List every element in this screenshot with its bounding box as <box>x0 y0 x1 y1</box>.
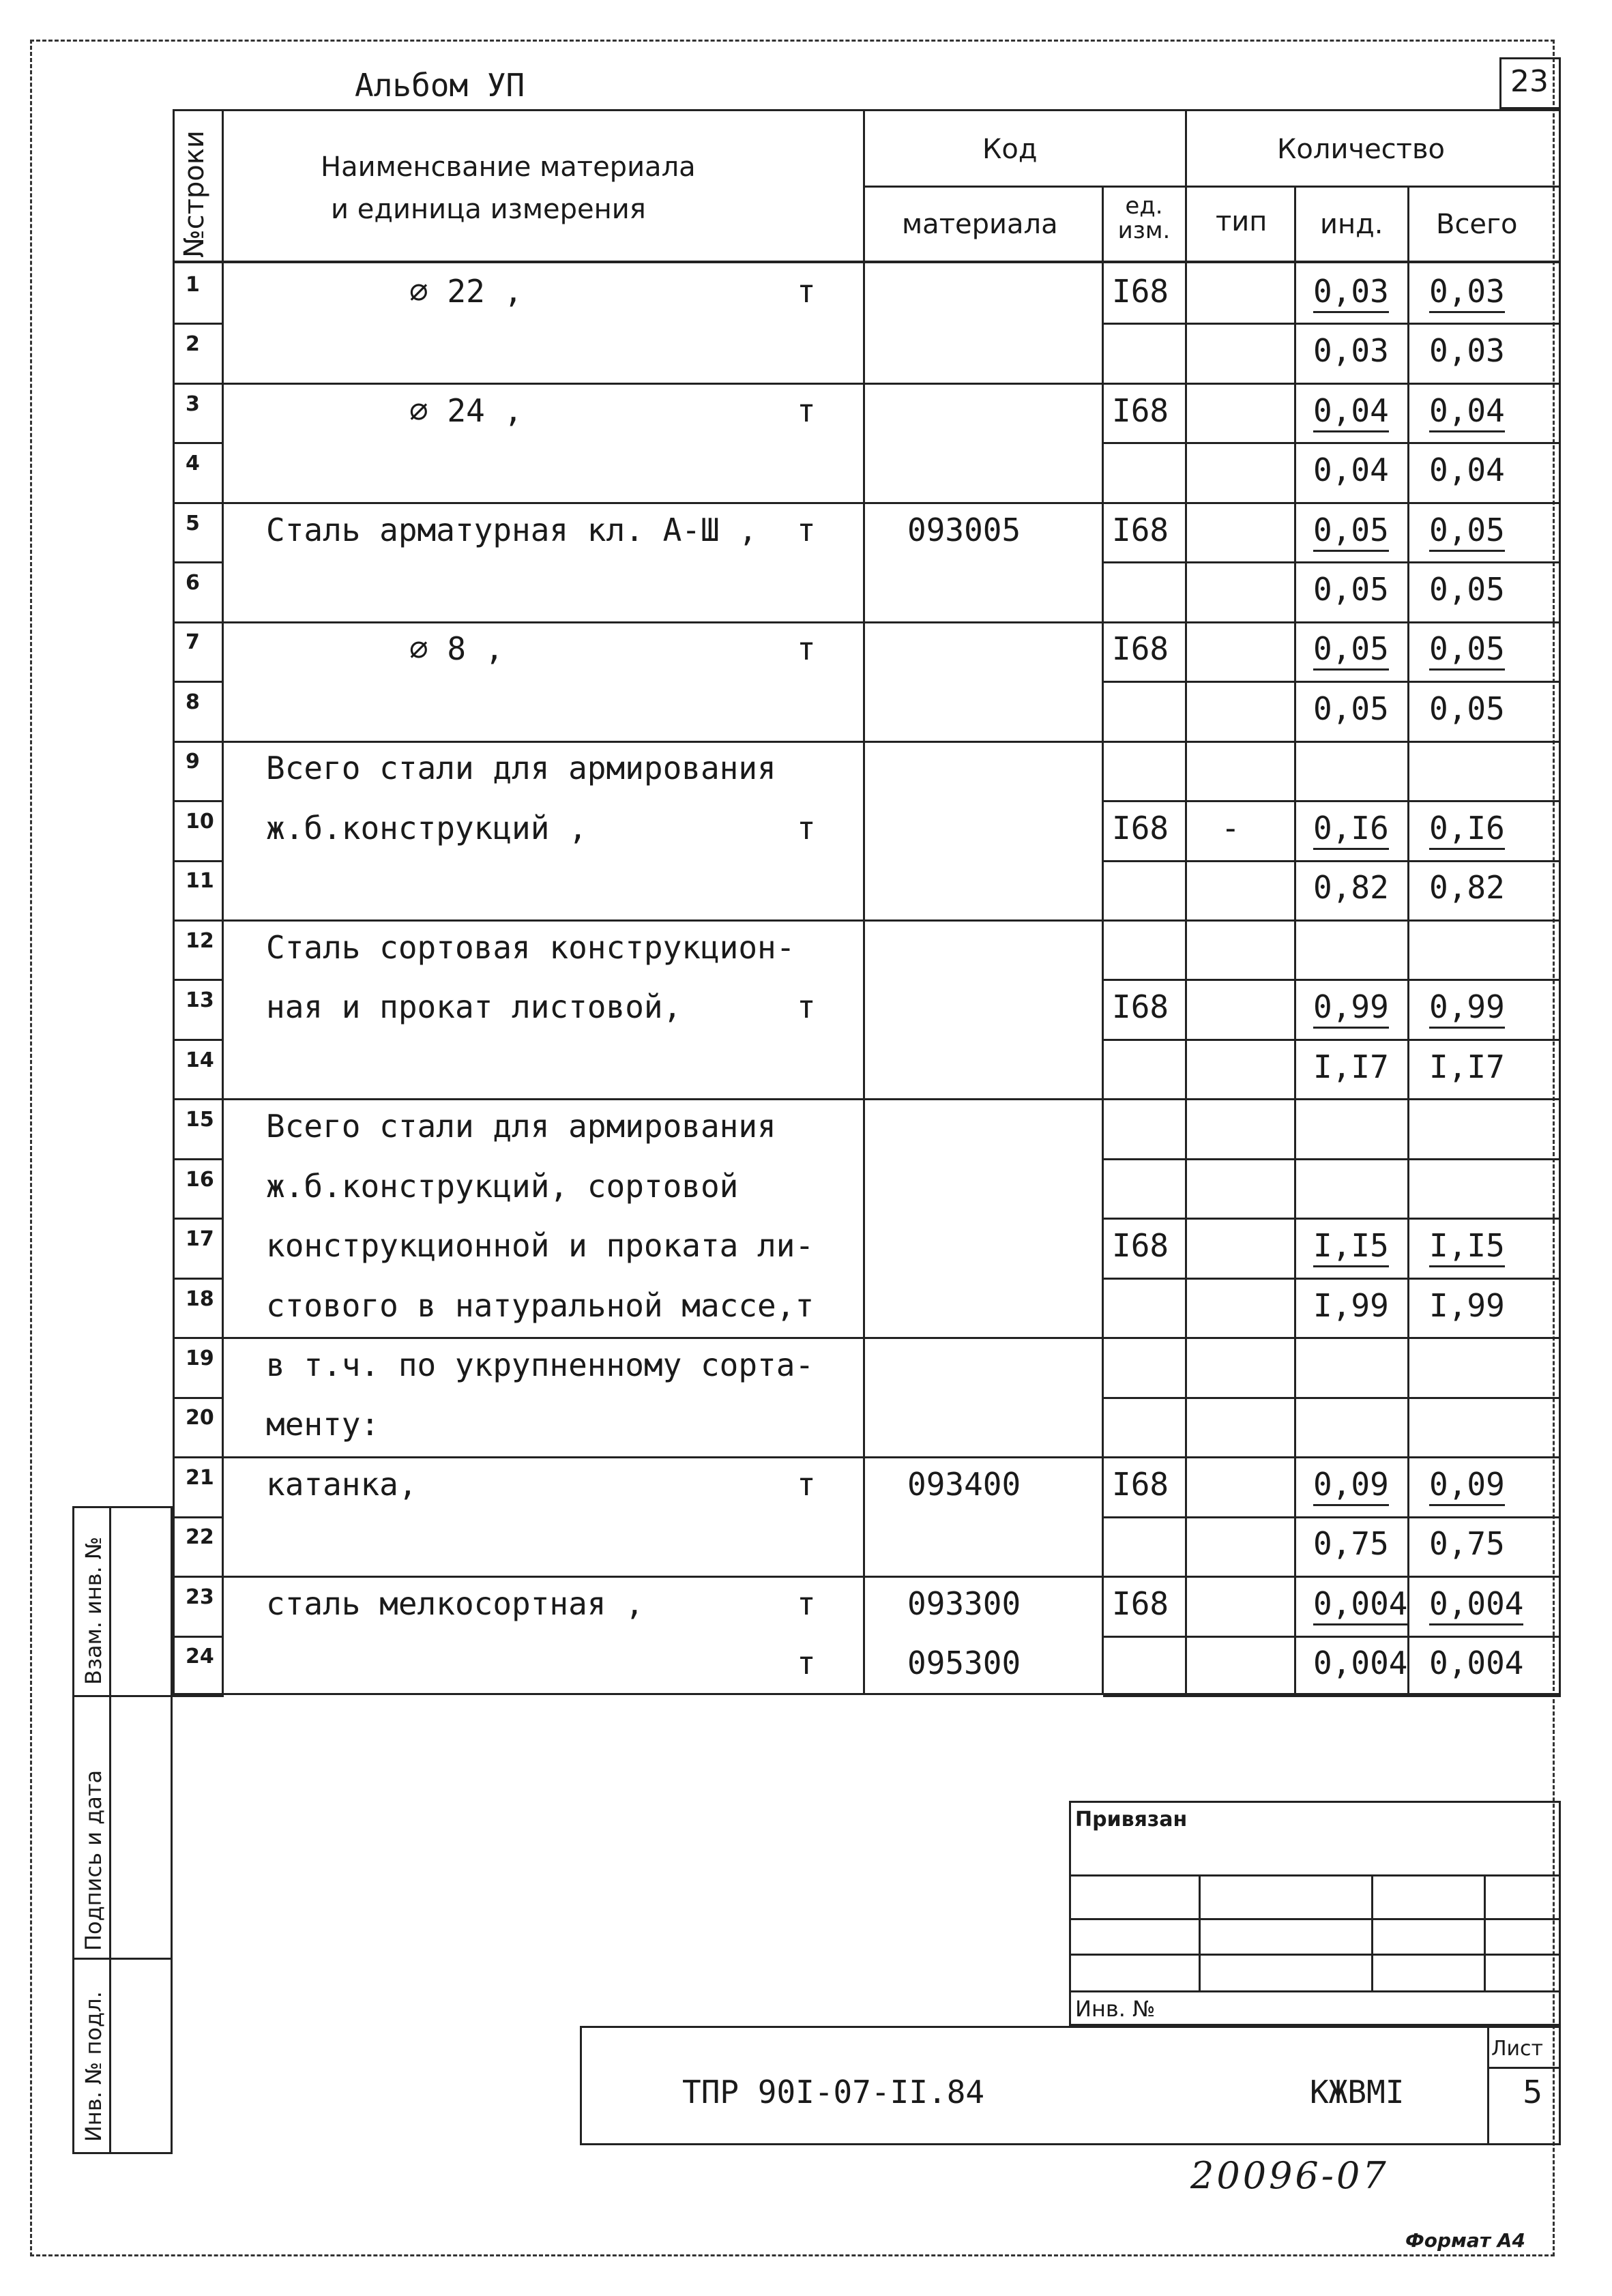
stamp-sheet-col <box>1487 2026 1489 2145</box>
row-separator <box>173 621 1561 623</box>
stamp-doc-code: ТПР 90I-07-II.84 <box>682 2074 985 2110</box>
rowno-separator <box>173 1516 224 1518</box>
material-name: ж.б.конструкций, сортовой <box>266 1168 739 1205</box>
stamp-col-c <box>1484 1874 1486 1990</box>
unit-code: I68 <box>1112 630 1169 667</box>
unit-code: I68 <box>1112 988 1169 1025</box>
stamp-line-d <box>1069 1990 1561 1992</box>
qty-total: 0,03 <box>1429 273 1505 313</box>
rowno-separator <box>173 1397 224 1399</box>
qty-total: 0,04 <box>1429 452 1505 488</box>
row-separator <box>173 1337 1561 1339</box>
qty-total: 0,I6 <box>1429 810 1505 850</box>
row-separator <box>1103 1397 1561 1399</box>
material-unit: т <box>797 1466 816 1503</box>
unit-code: I68 <box>1112 810 1169 847</box>
header-qty-type: тип <box>1216 206 1267 237</box>
material-name: Всего стали для армирования <box>266 1108 776 1145</box>
material-name: катанка, <box>266 1466 417 1503</box>
material-unit: т <box>797 810 816 847</box>
row-separator <box>1103 1695 1561 1697</box>
qty-total: 0,05 <box>1429 630 1505 671</box>
material-unit: т <box>797 392 816 429</box>
rowno-separator <box>173 1456 224 1458</box>
material-unit: т <box>797 1645 816 1681</box>
row-number: 18 <box>186 1287 214 1311</box>
qty-total: I,99 <box>1429 1287 1505 1324</box>
unit-code: I68 <box>1112 1466 1169 1503</box>
row-separator <box>1103 1218 1561 1220</box>
stamp-col-b <box>1371 1874 1373 1990</box>
qty-total: 0,004 <box>1429 1645 1524 1681</box>
rowno-separator <box>173 1636 224 1638</box>
qty-total: 0,004 <box>1429 1585 1523 1625</box>
stamp-line-b <box>1069 1918 1561 1920</box>
row-number: 1 <box>186 273 200 297</box>
header-qty-ind: инд. <box>1320 209 1383 240</box>
side-stamp-col <box>109 1506 111 2154</box>
stamp-sheet-label: Лист <box>1491 2037 1544 2061</box>
qty-ind: 0,75 <box>1313 1525 1389 1562</box>
row-number: 2 <box>186 332 200 356</box>
row-number: 14 <box>186 1048 214 1072</box>
row-number: 13 <box>186 988 214 1012</box>
rowno-separator <box>173 502 224 504</box>
material-name: Сталь арматурная кл. А-Ш , <box>266 512 758 548</box>
stamp-line-c <box>1069 1954 1561 1956</box>
row-number: 4 <box>186 452 200 475</box>
material-name: ная и прокат листовой, <box>266 988 682 1025</box>
side-stamp-sign-date: Подпись и дата <box>80 1769 106 1951</box>
row-separator <box>173 741 1561 743</box>
row-separator <box>1103 1039 1561 1041</box>
side-stamp-divider-2 <box>72 1958 173 1960</box>
qty-total: 0,05 <box>1429 690 1505 727</box>
row-number: 5 <box>186 512 200 535</box>
rowno-separator <box>173 323 224 325</box>
qty-total: I,I7 <box>1429 1048 1505 1085</box>
rowno-separator <box>173 1158 224 1160</box>
unit-code: I68 <box>1112 512 1169 548</box>
qty-total: I,I5 <box>1429 1227 1505 1267</box>
material-name: конструкционной и проката ли- <box>266 1227 815 1264</box>
material-unit: т <box>797 512 816 548</box>
header-code-group: Код <box>982 134 1038 165</box>
material-name: ⌀ 22 , <box>409 273 523 310</box>
stamp-inv-no-label: Инв. № <box>1075 1996 1156 2022</box>
stamp-line-a <box>1069 1874 1561 1876</box>
side-stamp-divider-1 <box>72 1695 173 1697</box>
qty-ind: I,I7 <box>1313 1048 1389 1085</box>
format-label: Формат А4 <box>1405 2229 1525 2252</box>
row-number: 22 <box>186 1525 214 1549</box>
row-number: 6 <box>186 571 200 595</box>
row-number: 3 <box>186 392 200 416</box>
qty-ind: 0,05 <box>1313 630 1389 671</box>
row-number: 23 <box>186 1585 214 1609</box>
header-row-no: №строки <box>179 130 210 258</box>
qty-ind: I,I5 <box>1313 1227 1389 1267</box>
material-code: 093400 <box>907 1466 1021 1503</box>
qty-total: 0,05 <box>1429 571 1505 608</box>
qty-ind: 0,03 <box>1313 332 1389 369</box>
row-number: 15 <box>186 1108 214 1132</box>
row-number: 11 <box>186 869 214 893</box>
material-unit: т <box>797 273 816 310</box>
row-separator <box>173 1456 1561 1458</box>
row-number: 17 <box>186 1227 214 1251</box>
unit-code: I68 <box>1112 273 1169 310</box>
rowno-separator <box>173 383 224 385</box>
row-separator <box>1103 323 1561 325</box>
row-separator <box>1103 860 1561 862</box>
rowno-separator <box>173 1098 224 1100</box>
qty-ind: I,99 <box>1313 1287 1389 1324</box>
rowno-separator <box>173 1278 224 1280</box>
material-code: 093005 <box>907 512 1021 548</box>
row-separator <box>173 1576 1561 1578</box>
row-number: 24 <box>186 1645 214 1668</box>
handwritten-number: 20096-07 <box>1190 2154 1389 2197</box>
qty-total: 0,99 <box>1429 988 1505 1029</box>
side-stamp-replace-inv: Взам. инв. № <box>80 1536 106 1685</box>
unit-code: I68 <box>1112 1585 1169 1622</box>
rowno-separator <box>173 919 224 922</box>
row-separator <box>173 383 1561 385</box>
col-line-code <box>1102 186 1104 1695</box>
row-number: 7 <box>186 630 200 654</box>
header-name: Наименсвание материала <box>321 151 696 183</box>
stamp-col-a <box>1199 1874 1201 1990</box>
material-name: ⌀ 24 , <box>409 392 523 429</box>
row-separator <box>1103 1278 1561 1280</box>
qty-ind: 0,004 <box>1313 1585 1407 1625</box>
material-name: стового в натуральной массе,т <box>266 1287 815 1324</box>
material-name: ж.б.конструкций , <box>266 810 587 847</box>
stamp-doc-mark: КЖВМI <box>1310 2074 1405 2110</box>
qty-ind: 0,09 <box>1313 1466 1389 1506</box>
row-number: 16 <box>186 1168 214 1192</box>
rowno-separator <box>173 681 224 683</box>
rowno-separator <box>173 741 224 743</box>
qty-type: - <box>1221 810 1240 847</box>
page-number: 23 <box>1510 64 1549 99</box>
rowno-separator <box>173 1337 224 1339</box>
col-line-ind <box>1407 186 1409 1695</box>
row-separator <box>1103 1516 1561 1518</box>
material-name: в т.ч. по укрупненному сорта- <box>266 1346 815 1383</box>
qty-ind: 0,99 <box>1313 988 1389 1029</box>
row-separator <box>173 1098 1561 1100</box>
rowno-separator <box>173 442 224 444</box>
qty-ind: 0,I6 <box>1313 810 1389 850</box>
rowno-separator <box>173 800 224 802</box>
material-name: Всего стали для армирования <box>266 750 776 786</box>
header-name-line2: и единица измерения <box>331 194 646 225</box>
qty-ind: 0,05 <box>1313 690 1389 727</box>
qty-ind: 0,004 <box>1313 1645 1408 1681</box>
row-number: 21 <box>186 1466 214 1490</box>
rowno-separator <box>173 979 224 981</box>
header-qty-group: Количество <box>1277 134 1446 165</box>
material-code: 093300 <box>907 1585 1021 1622</box>
row-separator <box>1103 442 1561 444</box>
rowno-separator <box>173 860 224 862</box>
header-qty-total: Всего <box>1436 209 1518 240</box>
side-stamp-inv-no-sub: Инв. № подл. <box>80 1991 106 2142</box>
qty-ind: 0,03 <box>1313 273 1389 313</box>
material-unit: т <box>797 630 816 667</box>
row-separator <box>173 919 1561 922</box>
stamp-sheet-no: 5 <box>1523 2074 1543 2110</box>
qty-total: 0,75 <box>1429 1525 1505 1562</box>
qty-ind: 0,05 <box>1313 571 1389 608</box>
col-line-type <box>1294 186 1296 1695</box>
row-number: 12 <box>186 929 214 953</box>
qty-total: 0,03 <box>1429 332 1505 369</box>
material-name: сталь мелкосортная , <box>266 1585 644 1622</box>
qty-ind: 0,04 <box>1313 392 1389 432</box>
row-separator <box>1103 800 1561 802</box>
header-bottom-line <box>173 261 1561 263</box>
row-separator <box>1103 561 1561 563</box>
qty-total: 0,04 <box>1429 392 1505 432</box>
qty-ind: 0,82 <box>1313 869 1389 906</box>
unit-code: I68 <box>1112 1227 1169 1264</box>
qty-total: 0,05 <box>1429 512 1505 552</box>
row-number: 9 <box>186 750 200 774</box>
unit-code: I68 <box>1112 392 1169 429</box>
rowno-separator <box>173 561 224 563</box>
row-number: 20 <box>186 1406 214 1430</box>
material-unit: т <box>797 988 816 1025</box>
rowno-separator <box>173 1039 224 1041</box>
header-mid-line <box>863 186 1561 188</box>
row-separator <box>173 502 1561 504</box>
row-separator <box>1103 979 1561 981</box>
material-name: ⌀ 8 , <box>409 630 504 667</box>
row-separator <box>1103 681 1561 683</box>
album-title: Альбом УП <box>355 67 525 104</box>
header-code-unit: ед. изм. <box>1117 192 1171 244</box>
material-name: Сталь сортовая конструкцион- <box>266 929 795 966</box>
rowno-separator <box>173 1576 224 1578</box>
qty-total: 0,82 <box>1429 869 1505 906</box>
material-name: менту: <box>266 1406 380 1443</box>
stamp-attached-label: Привязан <box>1075 1808 1188 1831</box>
row-separator <box>1103 1158 1561 1160</box>
row-number: 19 <box>186 1346 214 1370</box>
material-unit: т <box>797 1585 816 1622</box>
qty-ind: 0,05 <box>1313 512 1389 552</box>
row-number: 10 <box>186 810 214 834</box>
row-separator <box>1103 1636 1561 1638</box>
material-code: 095300 <box>907 1645 1021 1681</box>
row-number: 8 <box>186 690 200 714</box>
qty-ind: 0,04 <box>1313 452 1389 488</box>
rowno-separator <box>173 621 224 623</box>
rowno-separator <box>173 1695 224 1697</box>
qty-total: 0,09 <box>1429 1466 1505 1506</box>
stamp-sheet-row <box>1487 2067 1561 2069</box>
rowno-separator <box>173 1218 224 1220</box>
header-code-material: материала <box>902 209 1058 240</box>
